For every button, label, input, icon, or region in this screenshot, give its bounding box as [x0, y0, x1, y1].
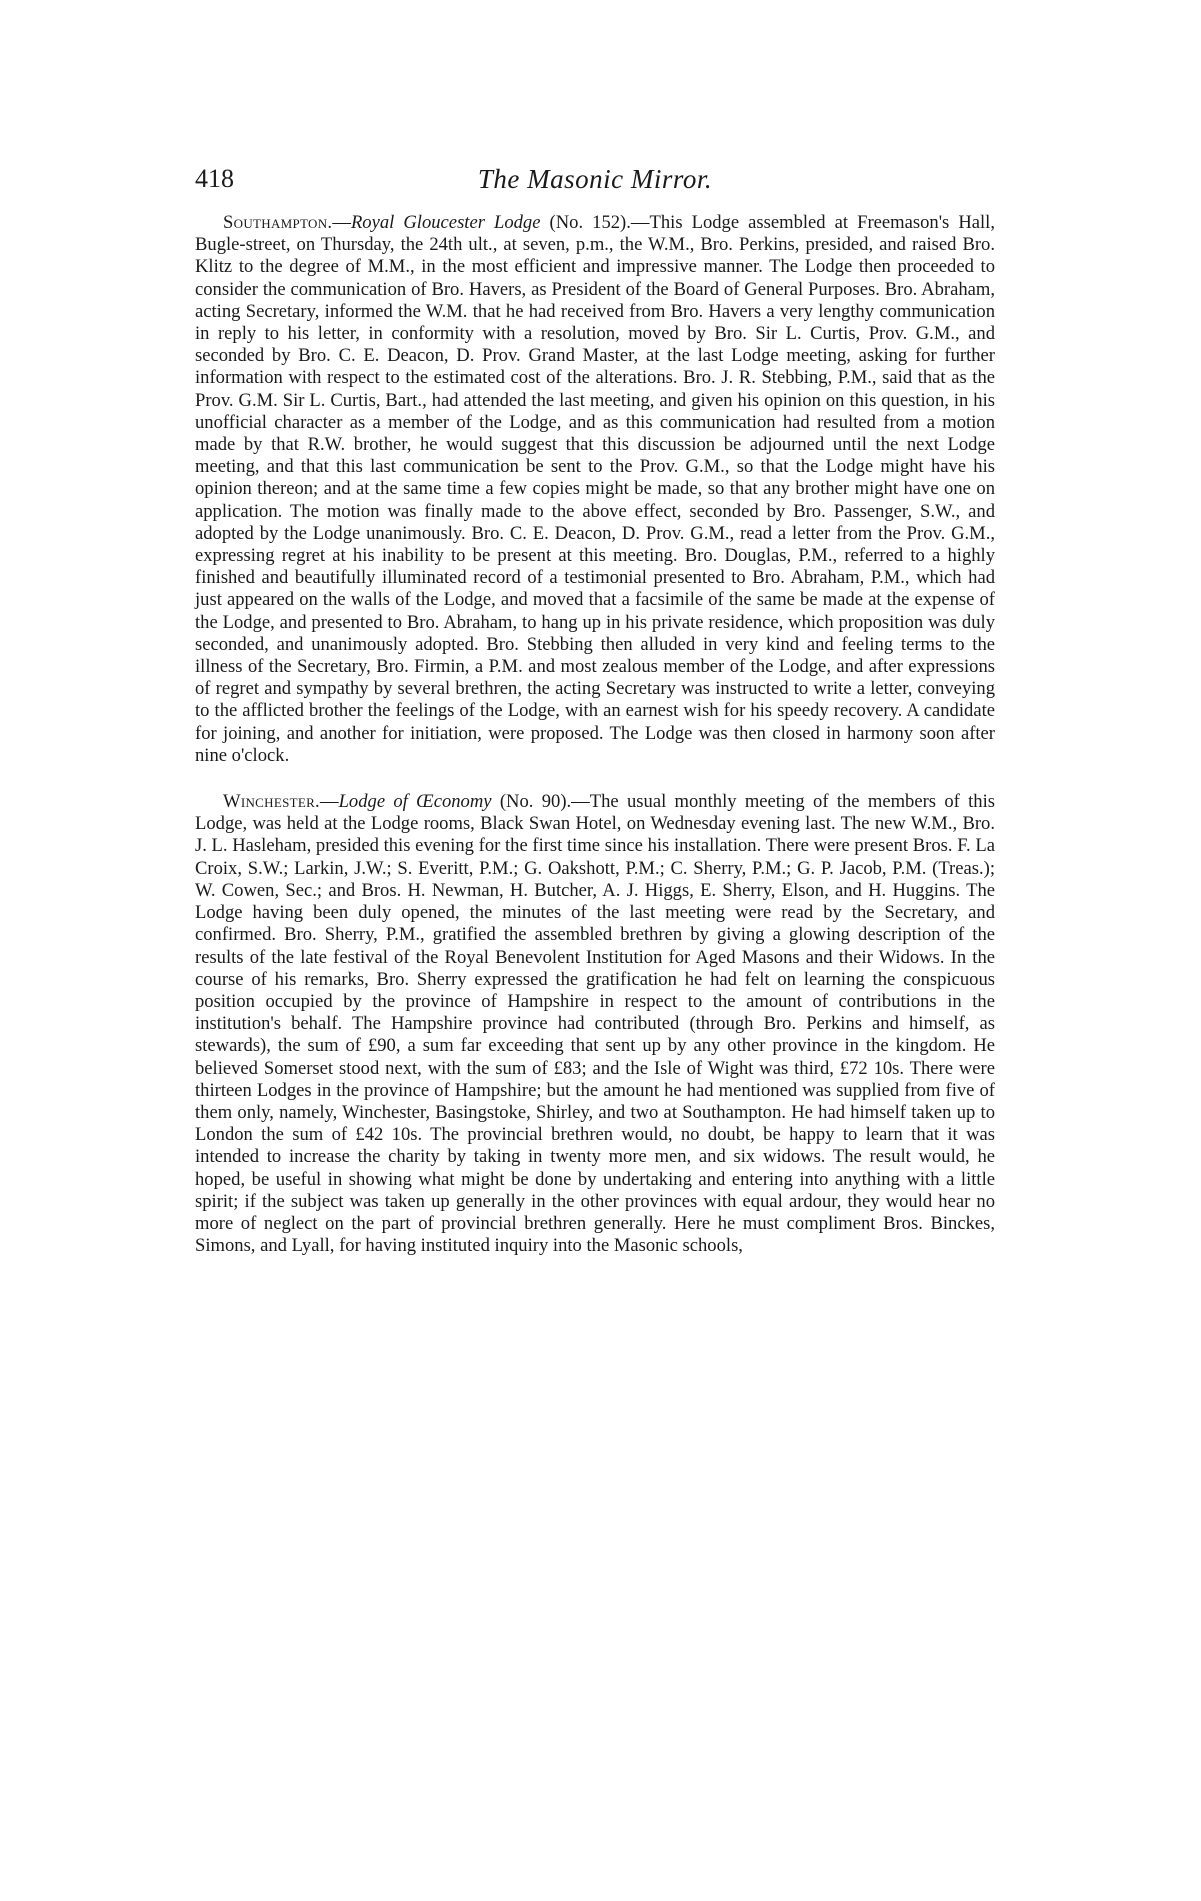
report-winchester	[195, 791, 995, 1257]
page-number: 418	[195, 164, 234, 193]
journal-title: The Masonic Mirror.	[477, 164, 713, 194]
document-page	[195, 164, 995, 1257]
report-body: —The usual monthly meeting of the members of this Lodge, was held at the Lodge rooms, Black Swan Hotel, on Wednesday evening last. The new W.M., Bro. J. L. Hasleham, presided this evening for the first time since his installation. There were present Bros. F. La Croix, S.W.; Larkin, J.W.; S. Everitt, P.M.; G. Oakshott, P.M.; C. Sherry, P.M.; G. P. Jacob, P.M. (Treas.); W. Cowen, Sec.; and Bros. H. Newman, H. Butcher, A. J. Higgs, E. Sherry, Elson, and H. Huggins. The Lodge having been duly opened, the minutes of the last meeting were read by the Secretary, and confirmed. Bro. Sherry, P.M., gratified the assembled brethren by giving a glowing description of the results of the late festival of the Royal Benevolent Institution for Aged Masons and their Widows. In the course of his remarks, Bro. Sherry expressed the gratification he had felt on learning the conspicuous position occupied by the province of Hampshire in respect to the amount of contributions in the institution's behalf. The Hampshire province had contributed (through Bro. Perkins and himself, as stewards), the sum of £90, a sum far exceeding that sent up by any other province in the kingdom. He believed Somerset stood next, with the sum of £83; and the Isle of Wight was third, £72 10s. There were thirteen Lodges in the province of Hampshire; but the amount he had mentioned was supplied from five of them only, namely, Winchester, Basingstoke, Shirley, and two at Southampton. He had himself taken up to London the sum of £42 10s. The provincial brethren would, no doubt, be happy to learn that it was intended to increase the charity by taking in twenty more men, and six widows. The result would, he hoped, be useful in showing what might be done by undertaking and entering into anything with a little spirit; if the subject was taken up generally in the other provinces with equal ardour, they would hear no more of neglect on the part of provincial brethren generally. Here he must compliment Bros. Binckes, Simons, and Lyall, for having instituted inquiry into the Masonic schools,	[195, 791, 996, 1257]
report-dash: —	[320, 791, 339, 813]
report-southampton	[195, 212, 995, 767]
report-place: Winchester.	[223, 791, 320, 813]
report-lodge-number: (No. 152).	[540, 212, 631, 233]
report-body: —This Lodge assembled at Freemason's Hall, Bugle-street, on Thursday, the 24th ult., at seven, p.m., the W.M., Bro. Perkins, presided, and raised Bro. Klitz to the degree of M.M., in the most efficient and impressive manner. The Lodge then proceeded to consider the communication of Bro. Havers, as President of the Board of General Purposes. Bro. Abraham, acting Secretary, informed the W.M. that he had received from Bro. Havers a very lengthy communication in reply to his letter, in conformity with a resolution, moved by Bro. Sir L. Curtis, Prov. G.M., and seconded by Bro. C. E. Deacon, D. Prov. Grand Master, at the last Lodge meeting, asking for further information with respect to the estimated cost of the alterations. Bro. J. R. Stebbing, P.M., said that as the Prov. G.M. Sir L. Curtis, Bart., had attended the last meeting, and given his opinion on this question, in his unofficial character as a member of the Lodge, and as this communication had resulted from a motion made by that R.W. brother, he would suggest that this discussion be adjourned until the next Lodge meeting, and that this last communication be sent to the Prov. G.M., so that the Lodge might have his opinion thereon; and at the same time a few copies might be made, so that any brother might have one on application. The motion was finally made to the above effect, seconded by Bro. Passenger, S.W., and adopted by the Lodge unanimously. Bro. C. E. Deacon, D. Prov. G.M., read a letter from the Prov. G.M., expressing regret at his inability to be present at this meeting. Bro. Douglas, P.M., referred to a highly finished and beautifully illuminated record of a testimonial presented to Bro. Abraham, P.M., which had just appeared on the walls of the Lodge, and moved that a facsimile of the same be made at the expense of the Lodge, and presented to Bro. Abraham, to hang up in his private residence, which proposition was duly seconded, and unanimously adopted. Bro. Stebbing then alluded in very kind and feeling terms to the illness of the Secretary, Bro. Firmin, a P.M. and most zealous member of the Lodge, and after expressions of regret and sympathy by several brethren, the acting Secretary was instructed to write a letter, conveying to the afflicted brother the feelings of the Lodge, with an earnest wish for his speedy recovery. A candidate for joining, and another for initiation, were proposed. The Lodge was then closed in harmony soon after nine o'clock.	[195, 212, 995, 766]
running-head	[195, 164, 995, 198]
report-dash: —	[332, 212, 351, 233]
report-place: Southampton.	[223, 212, 333, 233]
report-lodge-number: (No. 90).	[491, 791, 572, 813]
report-lodge-name: Lodge of Œconomy	[338, 791, 492, 813]
report-lodge-name: Royal Gloucester Lodge	[350, 212, 541, 233]
